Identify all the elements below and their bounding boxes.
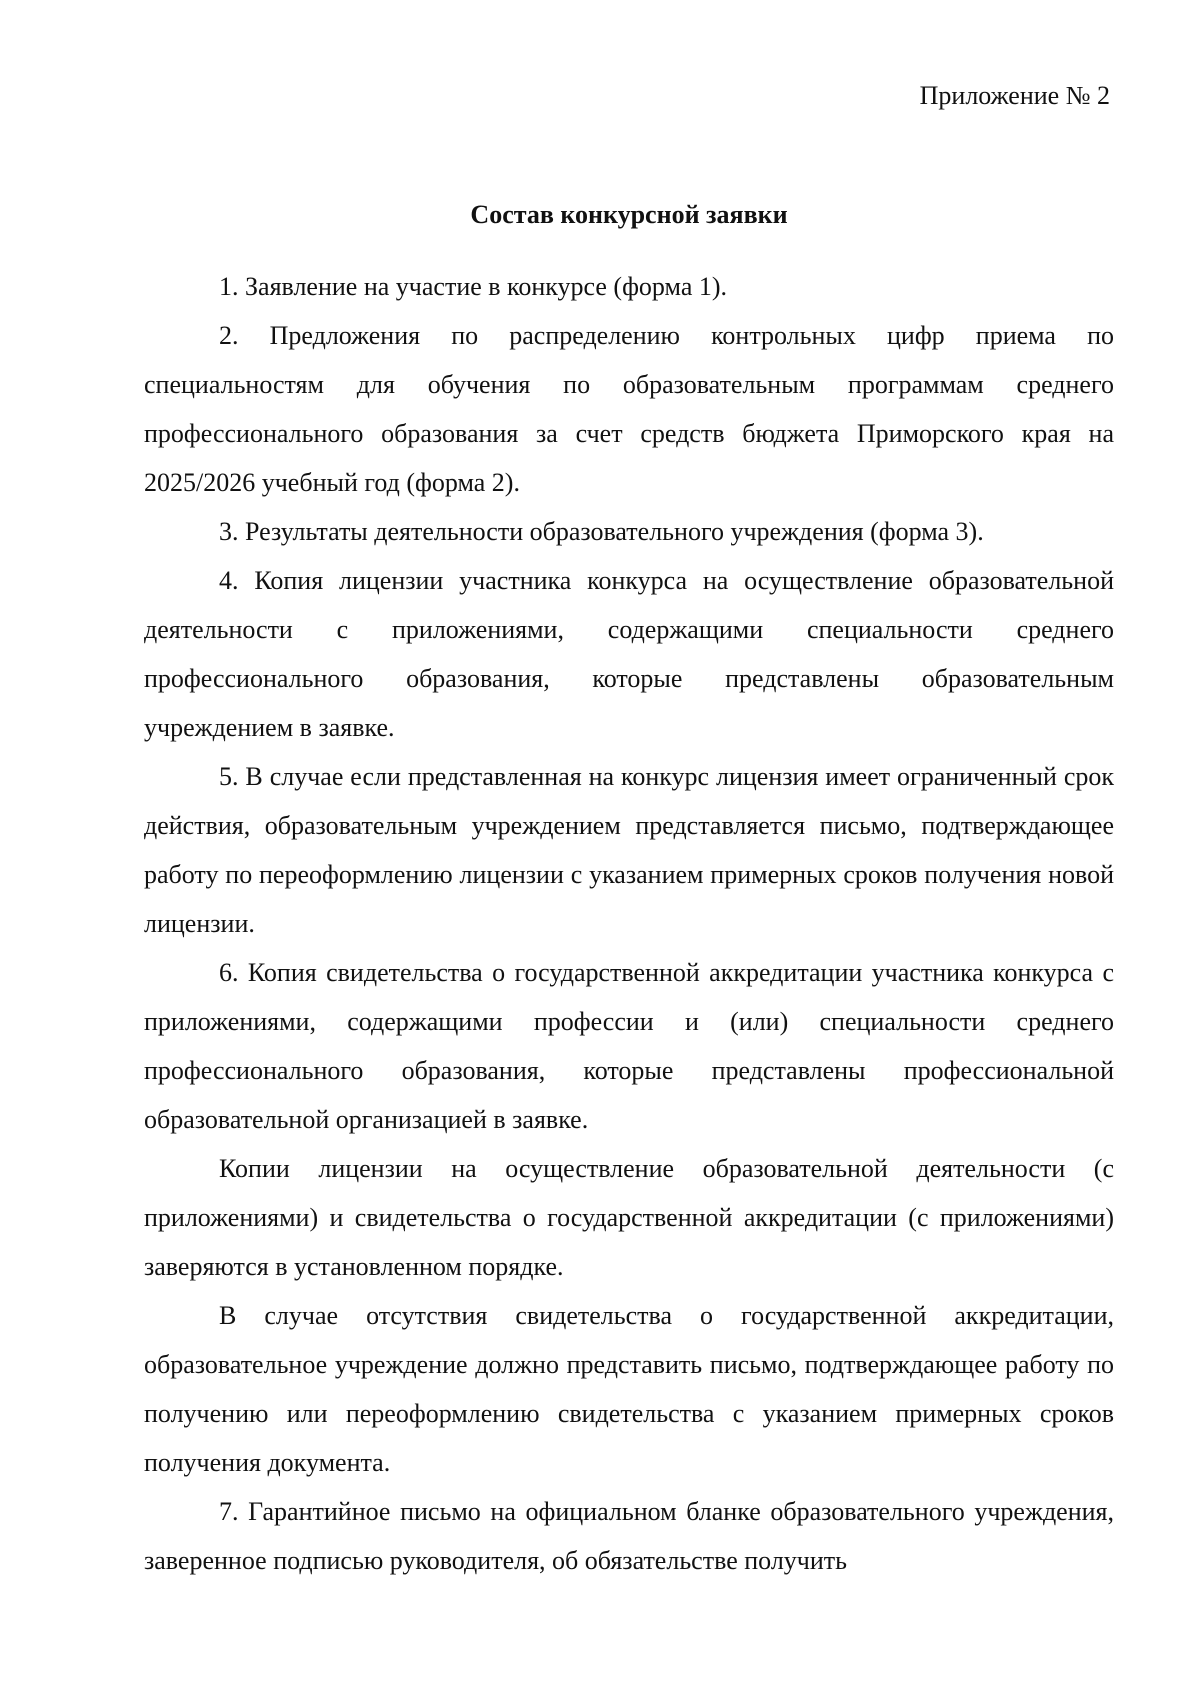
paragraph-item-2: 2. Предложения по распределению контрольных цифр приема по специальностям для обучения по образовательным программам среднего профессионального образования за счет средств бюджета Приморского края на 2025/2026 учебный год (форма 2). (144, 321, 1114, 497)
paragraph-no-accreditation-note: В случае отсутствия свидетельства о государственной аккредитации, образовательное учреждение должно представить письмо, подтверждающее работу по получению или переоформлению свидетельства с указанием примерных сроков получения документа. (144, 1301, 1114, 1477)
appendix-label: Приложение № 2 (919, 81, 1110, 110)
document-body (144, 262, 1114, 1585)
paragraph-item-1: 1. Заявление на участие в конкурсе (форма 1). (219, 272, 728, 301)
document-page (144, 0, 1114, 1698)
paragraph-item-4: 4. Копия лицензии участника конкурса на осуществление образовательной деятельности с приложениями, содержащими специальности среднего профессионального образования, которые представлены образовательным учреждением в заявке. (144, 566, 1114, 742)
paragraph-item-5: 5. В случае если представленная на конкурс лицензия имеет ограниченный срок действия, образовательным учреждением представляется письмо, подтверждающее работу по переоформлению лицензии с указанием примерных сроков получения новой лицензии. (144, 762, 1114, 938)
paragraph-item-7: 7. Гарантийное письмо на официальном бланке образовательного учреждения, заверенное подписью руководителя, об обязательстве получить (144, 1497, 1114, 1575)
paragraph-item-6: 6. Копия свидетельства о государственной аккредитации участника конкурса с приложениями, содержащими профессии и (или) специальности среднего профессионального образования, которые представлены профессиональной образовательной организацией в заявке. (144, 958, 1114, 1134)
paragraph-item-3: 3. Результаты деятельности образовательного учреждения (форма 3). (219, 517, 984, 546)
document-title: Состав конкурсной заявки (470, 200, 788, 229)
paragraph-copies-note: Копии лицензии на осуществление образовательной деятельности (с приложениями) и свидетельства о государственной аккредитации (с приложениями) заверяются в установленном порядке. (144, 1154, 1114, 1281)
